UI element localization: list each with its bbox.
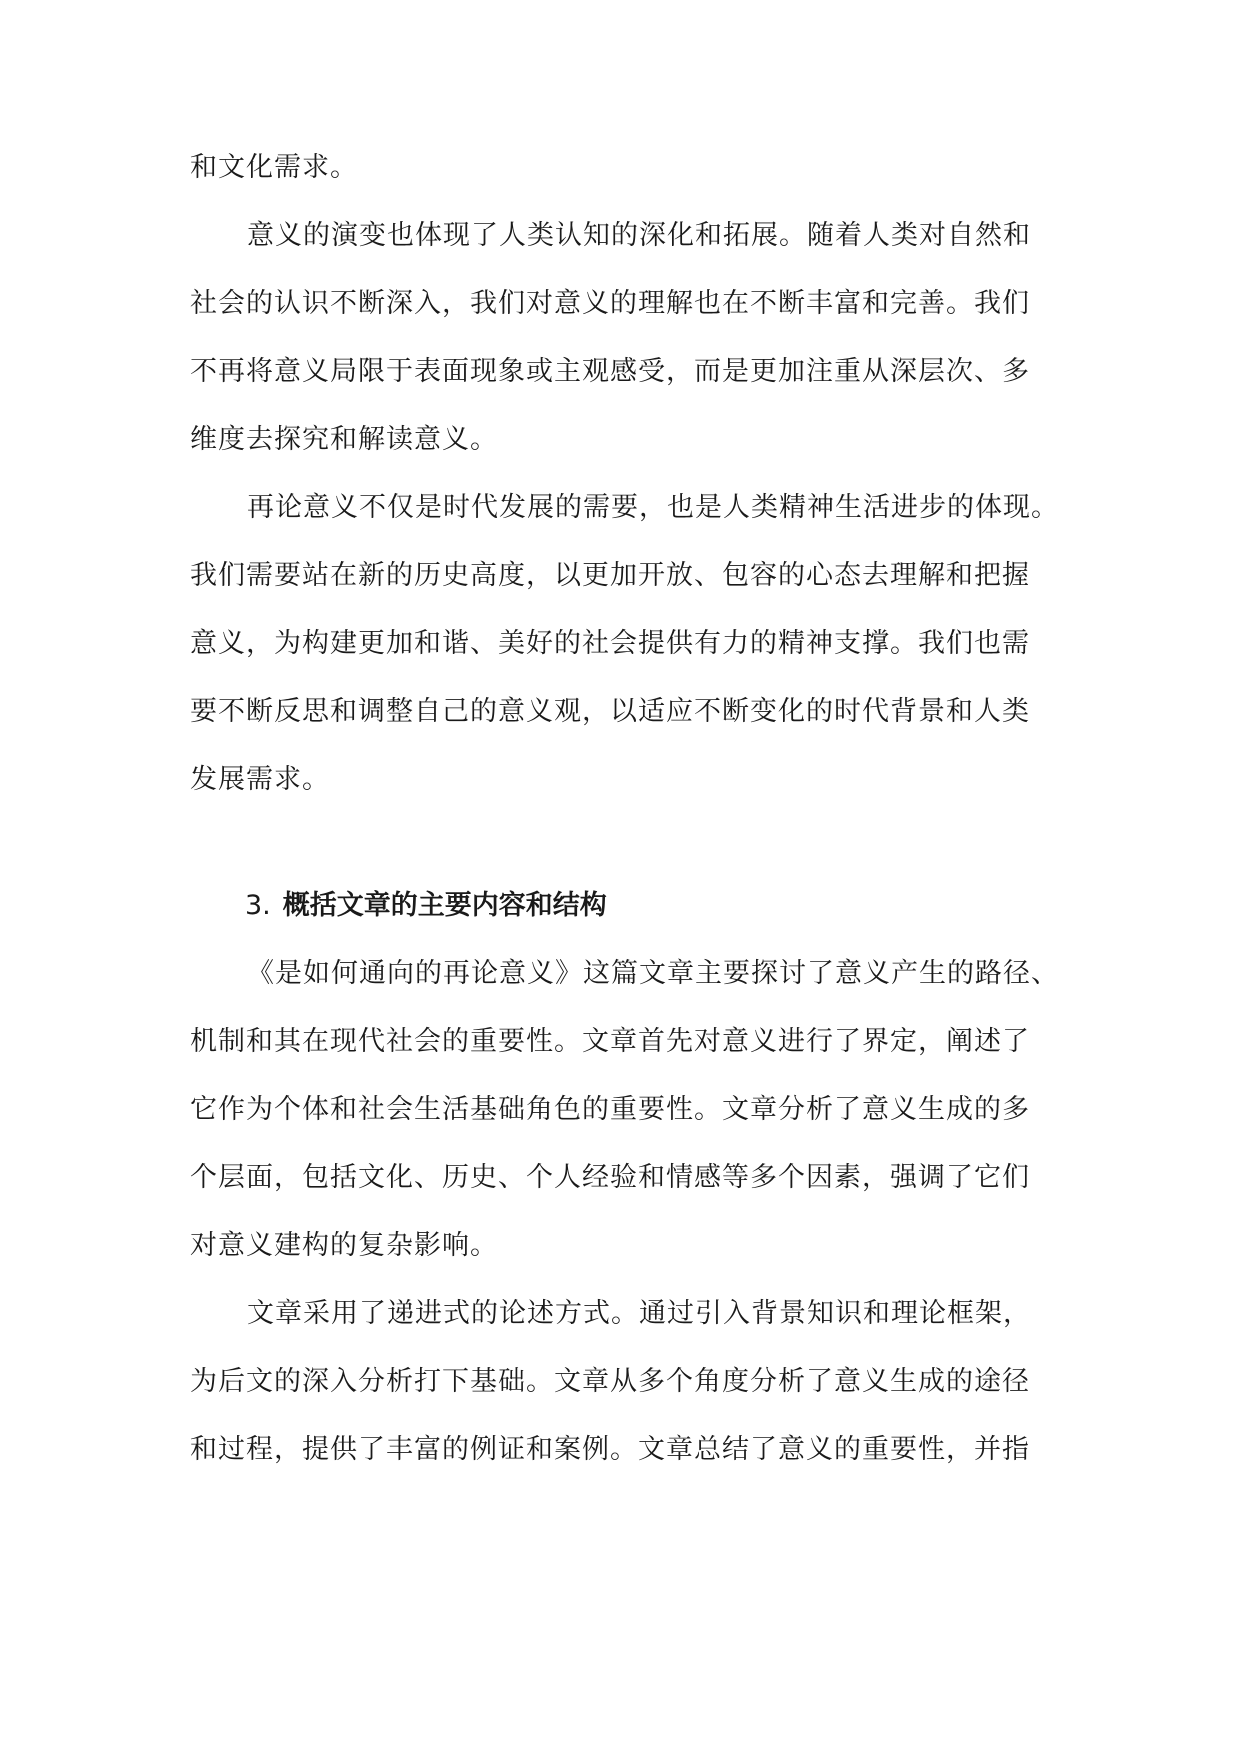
text-line: 意义，为构建更加和谐、美好的社会提供有力的精神支撑。我们也需: [190, 628, 1030, 659]
paragraph: [190, 474, 1060, 814]
text-line: 它作为个体和社会生活基础角色的重要性。文章分析了意义生成的多: [190, 1094, 1030, 1125]
section-number: 3.: [245, 890, 271, 921]
text-line: 和文化需求。: [190, 152, 358, 183]
text-line: 要不断反思和调整自己的意义观，以适应不断变化的时代背景和人类: [190, 696, 1030, 727]
text-line: 《是如何通向的再论意义》这篇文章主要探讨了意义产生的路径、: [247, 958, 1059, 989]
document-body: [190, 134, 1060, 1484]
text-line: 再论意义不仅是时代发展的需要，也是人类精神生活进步的体现。: [247, 492, 1059, 523]
paragraph: [190, 134, 1060, 202]
paragraph: [190, 1280, 1060, 1484]
text-line: 维度去探究和解读意义。: [190, 424, 498, 455]
text-line: 不再将意义局限于表面现象或主观感受，而是更加注重从深层次、多: [190, 356, 1030, 387]
text-line: 为后文的深入分析打下基础。文章从多个角度分析了意义生成的途径: [190, 1366, 1030, 1397]
text-line: 我们需要站在新的历史高度，以更加开放、包容的心态去理解和把握: [190, 560, 1030, 591]
text-line: 对意义建构的复杂影响。: [190, 1230, 498, 1261]
text-line: 意义的演变也体现了人类认知的深化和拓展。随着人类对自然和: [247, 220, 1031, 251]
text-line: 机制和其在现代社会的重要性。文章首先对意义进行了界定，阐述了: [190, 1026, 1030, 1057]
paragraph: [190, 940, 1060, 1280]
text-line: 文章采用了递进式的论述方式。通过引入背景知识和理论框架，: [247, 1298, 1031, 1329]
text-line: 和过程，提供了丰富的例证和案例。文章总结了意义的重要性，并指: [190, 1434, 1030, 1465]
text-line: 发展需求。: [190, 764, 330, 795]
section-title: 概括文章的主要内容和结构: [282, 890, 607, 921]
text-line: 个层面，包括文化、历史、个人经验和情感等多个因素，强调了它们: [190, 1162, 1030, 1193]
paragraph: [190, 202, 1060, 474]
text-line: 社会的认识不断深入，我们对意义的理解也在不断丰富和完善。我们: [190, 288, 1030, 319]
section-spacer: [190, 814, 1060, 872]
section-heading: [190, 872, 1060, 940]
